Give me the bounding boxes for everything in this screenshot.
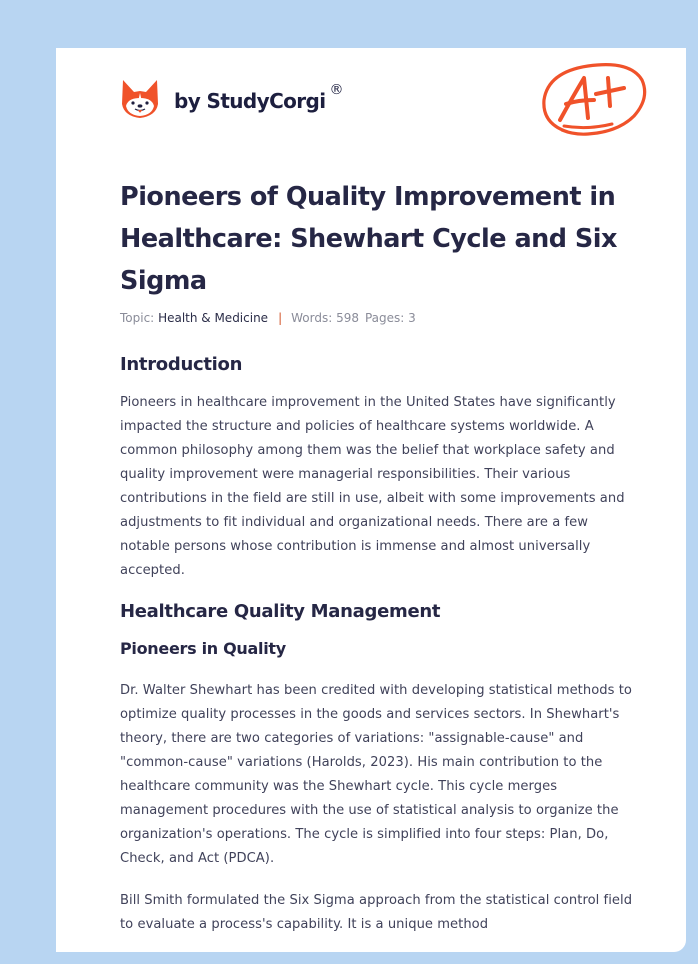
word-count: Words: 598 — [291, 311, 359, 325]
shewhart-paragraph: Dr. Walter Shewhart has been credited with developing statistical methods to optimize quality processes in the goods and services sectors. In Shewhart's theory, there are two categories of variations: "assignable-cause" and "common-cause" variations (Harolds, 2023). His main contribution to the healthcare community was the Shewhart cycle. This cycle merges management procedures with the use of statistical analysis to organize the organization's operations. The cycle is simplified into four steps: Plan, Do, Check, and Act (PDCA). — [120, 683, 632, 866]
topic-label: Topic: — [120, 311, 155, 325]
document-card — [56, 48, 686, 952]
introduction-paragraph: Pioneers in healthcare improvement in the United States have significantly impacted the structure and policies of healthcare systems worldwide. A common philosophy among them was the belief that workplace safety and quality improvement were managerial responsibilities. Their various contributions in the field are still in use, albeit with some improvements and adjustments to fit individual and organizational needs. There are a few notable persons whose contribution is immense and almost universally accepted. — [120, 395, 625, 578]
brand-name: by StudyCorgi — [174, 89, 326, 113]
document-title: Pioneers of Quality Improvement in Healthcare: Shewhart Cycle and Six Sigma — [120, 182, 617, 296]
section-heading-quality-management: Healthcare Quality Management — [120, 601, 441, 622]
registered-mark: ® — [329, 82, 344, 98]
meta-separator: | — [278, 311, 283, 325]
section-heading-introduction: Introduction — [120, 354, 243, 375]
brand-logo[interactable] — [120, 76, 344, 120]
page-count: Pages: 3 — [364, 311, 416, 325]
six-sigma-paragraph: Bill Smith formulated the Six Sigma approach from the statistical control field to evaluate a process's capability. It is a unique method — [120, 893, 633, 932]
subheading-pioneers-in-quality: Pioneers in Quality — [120, 639, 286, 658]
corgi-logo-icon — [120, 76, 160, 120]
topic-link[interactable]: Health & Medicine — [158, 311, 269, 325]
a-plus-grade-icon — [538, 58, 650, 140]
document-meta — [120, 311, 416, 325]
